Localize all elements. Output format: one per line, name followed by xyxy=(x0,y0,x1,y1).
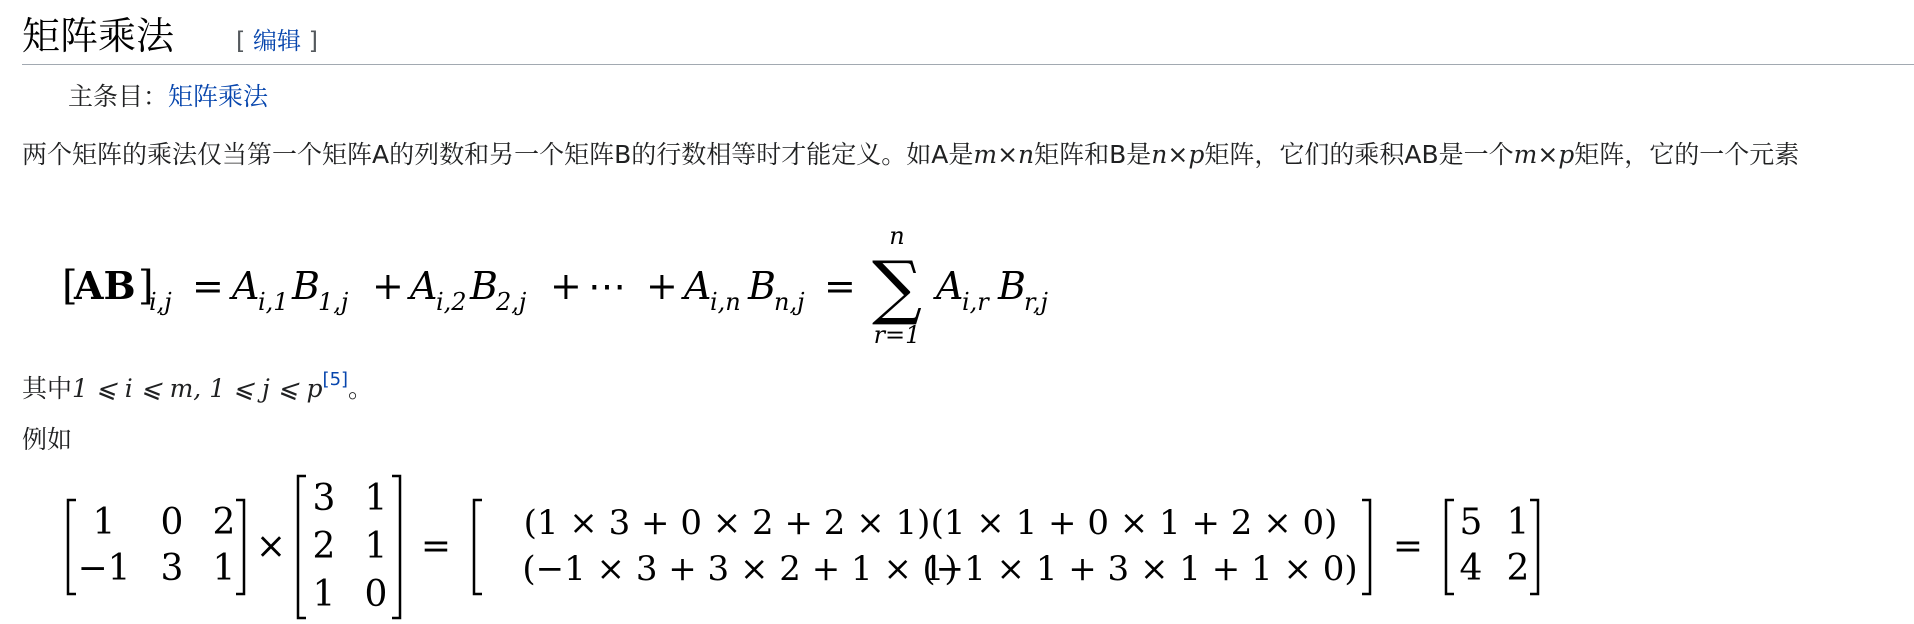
B-n: B xyxy=(748,264,776,308)
matrix-a-cell: 0 xyxy=(160,502,184,543)
sub-2j: 2,j xyxy=(496,288,527,316)
equals-1: = xyxy=(192,264,224,308)
section-heading xyxy=(22,8,1914,65)
reference-5[interactable]: [5] xyxy=(322,369,349,390)
para2-text-2: 。 xyxy=(348,374,374,403)
sub-nj: n,j xyxy=(774,288,805,316)
example-formula xyxy=(0,470,1600,620)
matrix-expr-bracket-right xyxy=(1362,500,1370,594)
A-2: A xyxy=(410,264,438,308)
sub-1j: 1,j xyxy=(318,288,349,316)
product-entry-formula xyxy=(0,222,1100,355)
edit-bracket-close: ] xyxy=(301,27,318,55)
matrix-b-bracket-right xyxy=(392,476,400,618)
matrix-a-bracket-right xyxy=(236,500,244,594)
matrix-a-cell: 2 xyxy=(212,502,236,543)
index-condition: 1 ⩽ i ⩽ m, 1 ⩽ j ⩽ p xyxy=(72,374,323,403)
para2-text-1: 其中 xyxy=(22,374,73,403)
definition-paragraph xyxy=(22,133,1902,177)
hatnote-link[interactable]: 矩阵乘法 xyxy=(168,82,269,111)
math-n-times-p: n×p xyxy=(1151,140,1205,169)
matrix-b-cell: 0 xyxy=(364,574,388,615)
edit-section xyxy=(236,26,318,56)
math-m-times-n: m×n xyxy=(973,140,1035,169)
sum-lower: r=1 xyxy=(873,321,921,349)
matrix-a-cell: 1 xyxy=(212,548,236,589)
sub-rj: r,j xyxy=(1024,288,1048,316)
matrix-expr-bracket-left xyxy=(474,500,482,594)
equals-2: = xyxy=(824,264,856,308)
plus-1: + xyxy=(372,264,404,308)
times-sign: × xyxy=(255,526,287,567)
sub-ij: i,j xyxy=(149,288,172,316)
example-label: 例如 xyxy=(22,425,73,454)
matrix-b-cell: 1 xyxy=(364,478,388,519)
bracket-open: [ xyxy=(62,263,78,309)
sub-i2: i,2 xyxy=(436,288,467,316)
plus-2: + xyxy=(550,264,582,308)
bold-AB: AB xyxy=(74,263,136,308)
hatnote-prefix: 主条目： xyxy=(68,82,169,111)
section-title: 矩阵乘法 xyxy=(22,14,175,58)
matrix-a-cell: 1 xyxy=(92,502,116,543)
product-expr-cell: (−1 × 3 + 3 × 2 + 1 × 1) xyxy=(522,549,958,589)
product-expr-cell: (1 × 1 + 0 × 1 + 2 × 0) xyxy=(930,503,1338,543)
edit-link[interactable]: 编辑 xyxy=(253,27,301,55)
A-r: A xyxy=(936,264,964,308)
matrix-b-cell: 3 xyxy=(312,478,336,519)
B-2: B xyxy=(470,264,498,308)
equals-sign-2: = xyxy=(1392,526,1424,567)
para1-text-1: 两个矩阵的乘法仅当第一个矩阵A的列数和另一个矩阵B的行数相等时才能定义。如A是 xyxy=(22,140,974,169)
hatnote xyxy=(68,80,268,114)
product-expr-cell: (1 × 3 + 0 × 2 + 2 × 1) xyxy=(523,503,931,543)
B-1: B xyxy=(292,264,320,308)
B-r: B xyxy=(998,264,1026,308)
matrix-result-bracket-right xyxy=(1530,500,1538,594)
math-m-times-p: m×p xyxy=(1513,140,1575,169)
matrix-result-bracket-left xyxy=(1446,500,1454,594)
sub-i1: i,1 xyxy=(258,288,289,316)
bracket-close: ] xyxy=(138,263,154,309)
matrix-b-cell: 1 xyxy=(364,526,388,567)
matrix-b-cell: 2 xyxy=(312,526,336,567)
A-1: A xyxy=(232,264,260,308)
sub-ir: i,r xyxy=(962,288,989,316)
para1-text-4: 矩阵，它的一个元素 xyxy=(1574,140,1800,169)
matrix-a-cell: −1 xyxy=(77,548,131,589)
cdots: ⋯ xyxy=(588,264,626,308)
index-condition-paragraph xyxy=(22,358,1902,411)
equals-sign-1: = xyxy=(420,526,452,567)
product-expr-cell: (−1 × 1 + 3 × 1 + 1 × 0) xyxy=(922,549,1358,589)
edit-bracket-open: [ xyxy=(236,27,253,55)
result-cell: 5 xyxy=(1459,502,1483,543)
matrix-a-cell: 3 xyxy=(160,548,184,589)
sub-in: i,n xyxy=(710,288,741,316)
A-n: A xyxy=(684,264,712,308)
sigma: ∑ xyxy=(872,246,922,328)
para1-text-3: 矩阵，它们的乘积AB是一个 xyxy=(1204,140,1514,169)
result-cell: 4 xyxy=(1459,548,1483,589)
plus-3: + xyxy=(646,264,678,308)
matrix-b-bracket-left xyxy=(298,476,306,618)
result-cell: 1 xyxy=(1506,502,1530,543)
para1-text-2: 矩阵和B是 xyxy=(1034,140,1152,169)
matrix-b-cell: 1 xyxy=(312,574,336,615)
matrix-a-bracket-left xyxy=(68,500,76,594)
sum-upper: n xyxy=(889,222,905,250)
result-cell: 2 xyxy=(1506,548,1530,589)
